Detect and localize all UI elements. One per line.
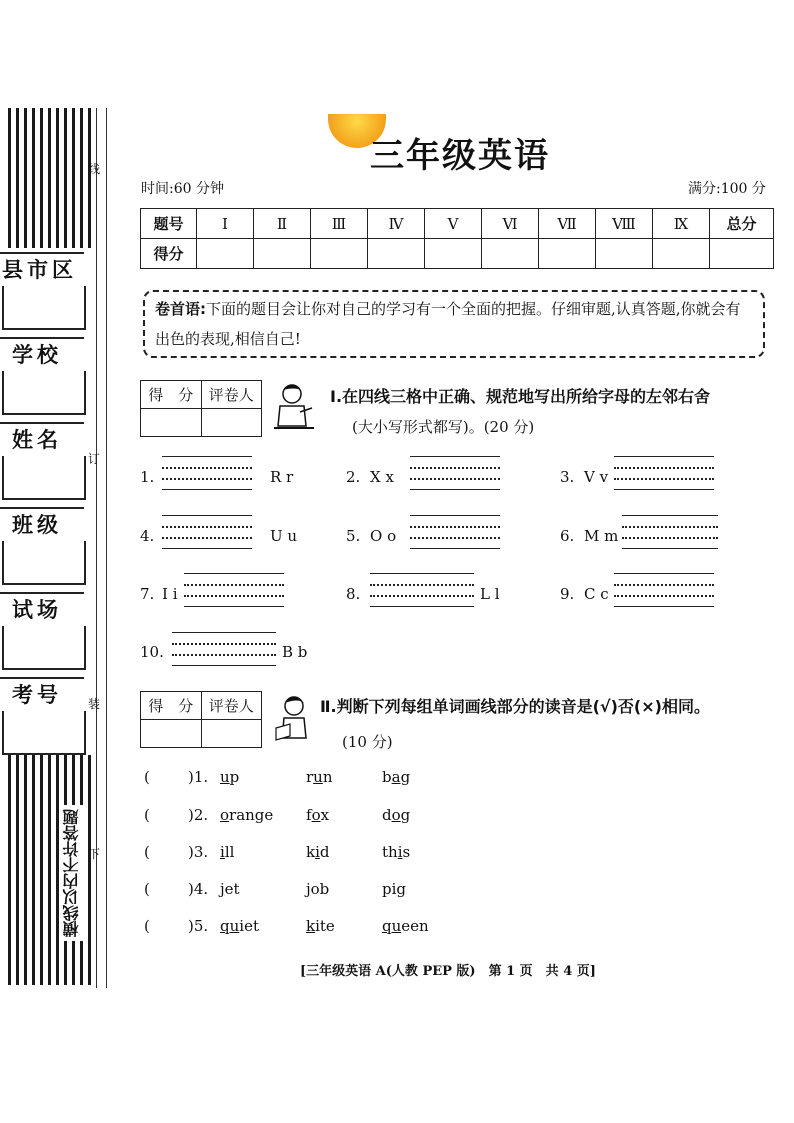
score-input-cell[interactable] xyxy=(254,239,311,269)
score-input-cell[interactable] xyxy=(197,239,254,269)
binding-mark-pack: 装 xyxy=(88,697,101,711)
word-1: ill xyxy=(220,843,235,861)
score-table-cell: Ⅷ xyxy=(596,209,653,239)
grader-score-label: 得 分 xyxy=(141,381,202,409)
phonics-row-1 xyxy=(0,768,794,792)
section1-subtitle: (大小写形式都写)。(20 分) xyxy=(352,418,535,436)
word-2: run xyxy=(306,768,333,786)
exam-time: 时间:60 分钟 xyxy=(141,181,224,197)
score-input-cell[interactable] xyxy=(482,239,539,269)
q1-number: 1. xyxy=(140,468,155,486)
q7-number: 7. xyxy=(140,585,155,603)
q3-number: 3. xyxy=(560,468,575,486)
preface-text: 下面的题目会让你对自己的学习有一个全面的把握。仔细审题,认真答题,你就会有出色的表现,相信自己! xyxy=(155,300,741,348)
student-reading-icon xyxy=(272,694,318,744)
q8-left-grid[interactable] xyxy=(370,573,474,607)
q6-letters: M m xyxy=(584,527,619,545)
word-2: job xyxy=(306,880,330,898)
q9-right-grid[interactable] xyxy=(614,573,714,607)
word-3: this xyxy=(382,843,411,861)
q5-right-grid[interactable] xyxy=(410,515,500,549)
q1-letters: R r xyxy=(270,468,294,486)
score-table-cell: Ⅳ xyxy=(368,209,425,239)
q7-letters: I i xyxy=(162,585,178,603)
score-table-cell: Ⅲ xyxy=(311,209,368,239)
field-input-name[interactable] xyxy=(2,456,86,500)
section2-subtitle: (10 分) xyxy=(342,733,393,751)
q10-left-grid[interactable] xyxy=(172,632,276,666)
word-3: dog xyxy=(382,806,411,824)
score-table xyxy=(140,208,774,269)
item-number: )2. xyxy=(188,806,209,824)
q4-number: 4. xyxy=(140,527,155,545)
grader-reviewer-input[interactable] xyxy=(201,720,262,748)
grader-reviewer-label: 评卷人 xyxy=(201,381,262,409)
score-table-cell: Ⅰ xyxy=(197,209,254,239)
q3-letters: V v xyxy=(584,468,609,486)
score-table-cell: Ⅸ xyxy=(653,209,710,239)
score-input-cell[interactable] xyxy=(425,239,482,269)
word-1: quiet xyxy=(220,917,259,935)
preface-box xyxy=(143,290,765,358)
field-label-school: 学校 xyxy=(12,343,62,367)
item-number: )3. xyxy=(188,843,209,861)
grader-score-label: 得 分 xyxy=(141,692,202,720)
grader-box-2 xyxy=(140,691,262,748)
answer-paren[interactable]: ( xyxy=(144,917,150,935)
grader-reviewer-input[interactable] xyxy=(201,409,262,437)
full-score: 满分:100 分 xyxy=(688,181,766,197)
preface-label: 卷首语: xyxy=(155,300,206,318)
q7-right-grid[interactable] xyxy=(184,573,284,607)
word-1: orange xyxy=(220,806,274,824)
answer-paren[interactable]: ( xyxy=(144,806,150,824)
grader-score-input[interactable] xyxy=(141,720,202,748)
q4-left-grid[interactable] xyxy=(162,515,252,549)
score-row-label: 得分 xyxy=(141,239,197,269)
field-input-exam-room[interactable] xyxy=(2,626,86,670)
word-2: fox xyxy=(306,806,330,824)
phonics-row-4 xyxy=(0,880,794,904)
score-input-cell[interactable] xyxy=(653,239,710,269)
q9-letters: C c xyxy=(584,585,609,603)
q2-number: 2. xyxy=(346,468,361,486)
word-3: queen xyxy=(382,917,429,935)
page-footer: [三年级英语 A(人教 PEP 版) 第 1 页 共 4 页] xyxy=(300,964,596,979)
q9-number: 9. xyxy=(560,585,575,603)
score-input-cell[interactable] xyxy=(596,239,653,269)
binding-stripes-top xyxy=(8,108,96,248)
grader-score-input[interactable] xyxy=(141,409,202,437)
field-input-county[interactable] xyxy=(2,286,86,330)
q2-letters: X x xyxy=(370,468,394,486)
q10-letters: B b xyxy=(282,643,308,661)
binding-mark-down: 下 xyxy=(88,847,101,861)
word-3: pig xyxy=(382,880,407,898)
q5-number: 5. xyxy=(346,527,361,545)
word-3: bag xyxy=(382,768,411,786)
no-answer-warning: 横线以内不许答题 xyxy=(60,805,84,941)
field-label-class: 班级 xyxy=(12,513,62,537)
field-label-exam-room: 试场 xyxy=(12,598,62,622)
score-input-cell[interactable] xyxy=(710,239,774,269)
answer-paren[interactable]: ( xyxy=(144,768,150,786)
score-table-cell: Ⅱ xyxy=(254,209,311,239)
page-title: 三年级英语 xyxy=(370,136,550,176)
score-input-cell[interactable] xyxy=(311,239,368,269)
q1-left-grid[interactable] xyxy=(162,456,252,490)
grader-reviewer-label: 评卷人 xyxy=(201,692,262,720)
q3-right-grid[interactable] xyxy=(614,456,714,490)
field-input-exam-number[interactable] xyxy=(2,711,86,755)
q8-letters: L l xyxy=(480,585,500,603)
score-table-score-row xyxy=(141,239,774,269)
phonics-row-5 xyxy=(0,917,794,941)
q6-right-grid[interactable] xyxy=(622,515,718,549)
section1-title: Ⅰ.在四线三格中正确、规范地写出所给字母的左邻右舍 xyxy=(330,387,711,406)
q8-number: 8. xyxy=(346,585,361,603)
item-number: )5. xyxy=(188,917,209,935)
grader-box-1 xyxy=(140,380,262,437)
score-table-header-row xyxy=(141,209,774,239)
phonics-row-2 xyxy=(0,806,794,830)
item-number: )4. xyxy=(188,880,209,898)
section2-title: Ⅱ.判断下列每组单词画线部分的读音是(√)否(×)相同。 xyxy=(320,697,710,716)
word-2: kid xyxy=(306,843,330,861)
q2-right-grid[interactable] xyxy=(410,456,500,490)
q10-number: 10. xyxy=(140,643,164,661)
score-input-cell[interactable] xyxy=(539,239,596,269)
score-table-cell: Ⅶ xyxy=(539,209,596,239)
answer-paren[interactable]: ( xyxy=(144,880,150,898)
q6-number: 6. xyxy=(560,527,575,545)
score-input-cell[interactable] xyxy=(368,239,425,269)
score-table-cell: Ⅵ xyxy=(482,209,539,239)
item-number: )1. xyxy=(188,768,209,786)
field-label-county: 县市区 xyxy=(2,258,77,282)
field-label-name: 姓名 xyxy=(12,428,62,452)
binding-mark-line: 线 xyxy=(88,162,101,176)
q5-letters: O o xyxy=(370,527,397,545)
word-1: up xyxy=(220,768,240,786)
phonics-row-3 xyxy=(0,843,794,867)
binding-mark-bind: 订 xyxy=(88,452,101,466)
answer-paren[interactable]: ( xyxy=(144,843,150,861)
word-1: jet xyxy=(220,880,240,898)
field-label-exam-number: 考号 xyxy=(12,683,62,707)
student-writing-icon xyxy=(270,382,316,432)
q4-letters: U u xyxy=(270,527,298,545)
field-input-class[interactable] xyxy=(2,541,86,585)
word-2: kite xyxy=(306,917,335,935)
score-table-cell: 总分 xyxy=(710,209,774,239)
score-table-cell: 题号 xyxy=(141,209,197,239)
score-table-cell: Ⅴ xyxy=(425,209,482,239)
field-input-school[interactable] xyxy=(2,371,86,415)
